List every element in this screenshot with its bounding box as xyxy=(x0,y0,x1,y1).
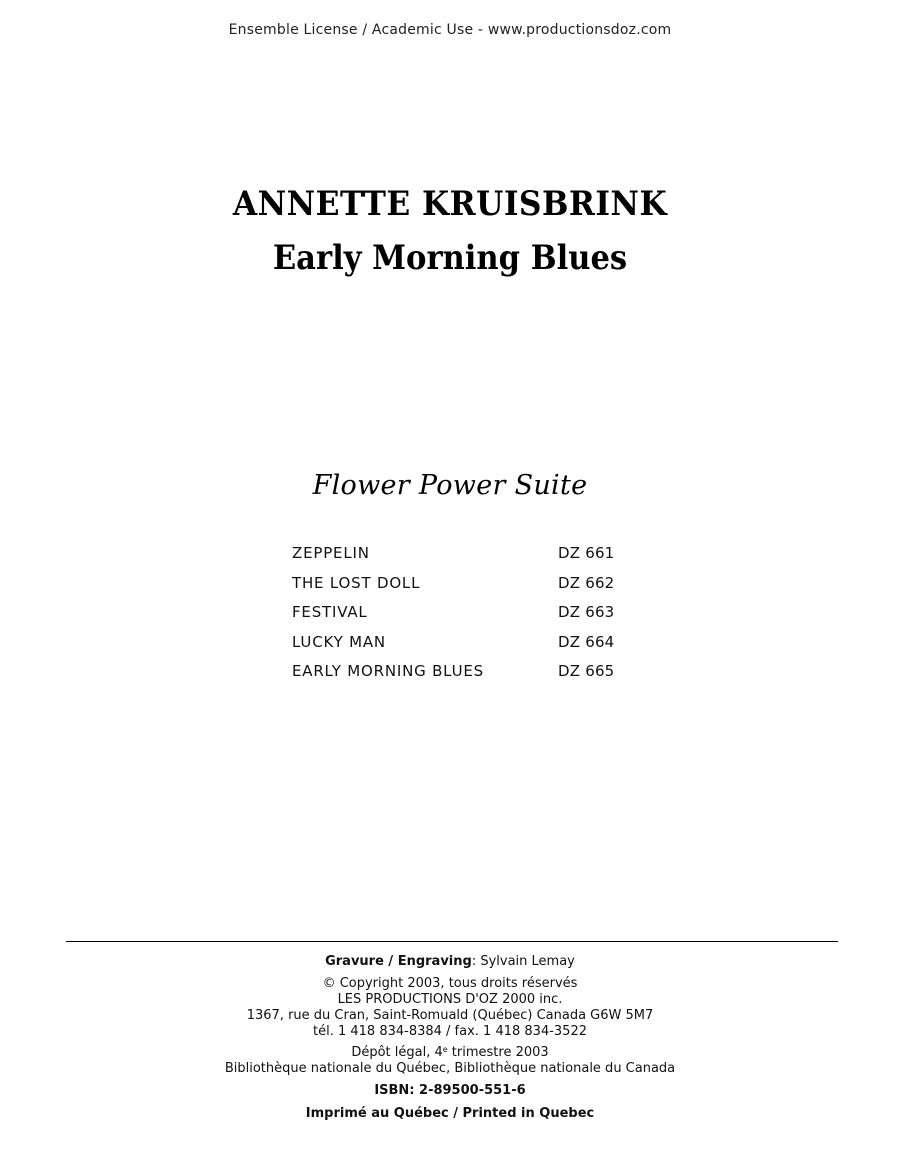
catalog-code: DZ 665 xyxy=(558,662,615,680)
printed-in: Imprimé au Québec / Printed in Quebec xyxy=(305,1106,595,1121)
legal-deposit xyxy=(0,1045,900,1061)
national-libraries: Bibliothèque nationale du Québec, Bibliothèque nationale du Canada xyxy=(224,1061,676,1076)
piece-name: LUCKY MAN xyxy=(292,632,386,651)
composer-name: ANNETTE KRUISBRINK xyxy=(232,184,668,224)
publisher-address: 1367, rue du Cran, Saint-Romuald (Québec) Canada G6W 5M7 xyxy=(246,1008,654,1023)
engraving-name: : Sylvain Lemay xyxy=(471,954,575,969)
license-notice: Ensemble License / Academic Use - www.productionsdoz.com xyxy=(228,22,672,38)
list-item xyxy=(292,662,652,692)
catalog-code: DZ 662 xyxy=(558,573,615,592)
piece-list xyxy=(292,544,652,692)
piece-name: FESTIVAL xyxy=(292,603,368,621)
engraving-credit xyxy=(0,954,900,970)
list-item xyxy=(292,603,652,633)
copyright-line: © Copyright 2003, tous droits réservés xyxy=(322,976,578,991)
piece-name: THE LOST DOLL xyxy=(292,573,421,592)
legal-deposit-prefix: Dépôt légal, 4 xyxy=(351,1045,443,1060)
engraving-label: Gravure / Engraving xyxy=(325,954,472,969)
list-item xyxy=(292,574,652,604)
publisher-name: LES PRODUCTIONS D'OZ 2000 inc. xyxy=(337,992,563,1007)
catalog-code: DZ 661 xyxy=(558,544,615,562)
suite-name: Flower Power Suite xyxy=(312,470,588,501)
footer-divider xyxy=(66,941,838,942)
list-item xyxy=(292,633,652,663)
piece-name: EARLY MORNING BLUES xyxy=(292,662,484,680)
catalog-code: DZ 664 xyxy=(558,632,615,651)
legal-deposit-ordinal: e xyxy=(442,1045,448,1054)
isbn: ISBN: 2-89500-551-6 xyxy=(374,1083,526,1098)
legal-deposit-suffix: trimestre 2003 xyxy=(447,1045,549,1060)
piece-title: Early Morning Blues xyxy=(272,238,628,278)
catalog-code: DZ 663 xyxy=(558,603,615,621)
publisher-phone: tél. 1 418 834-8384 / fax. 1 418 834-3522 xyxy=(313,1024,587,1039)
list-item xyxy=(292,544,652,574)
piece-name: ZEPPELIN xyxy=(292,544,370,562)
